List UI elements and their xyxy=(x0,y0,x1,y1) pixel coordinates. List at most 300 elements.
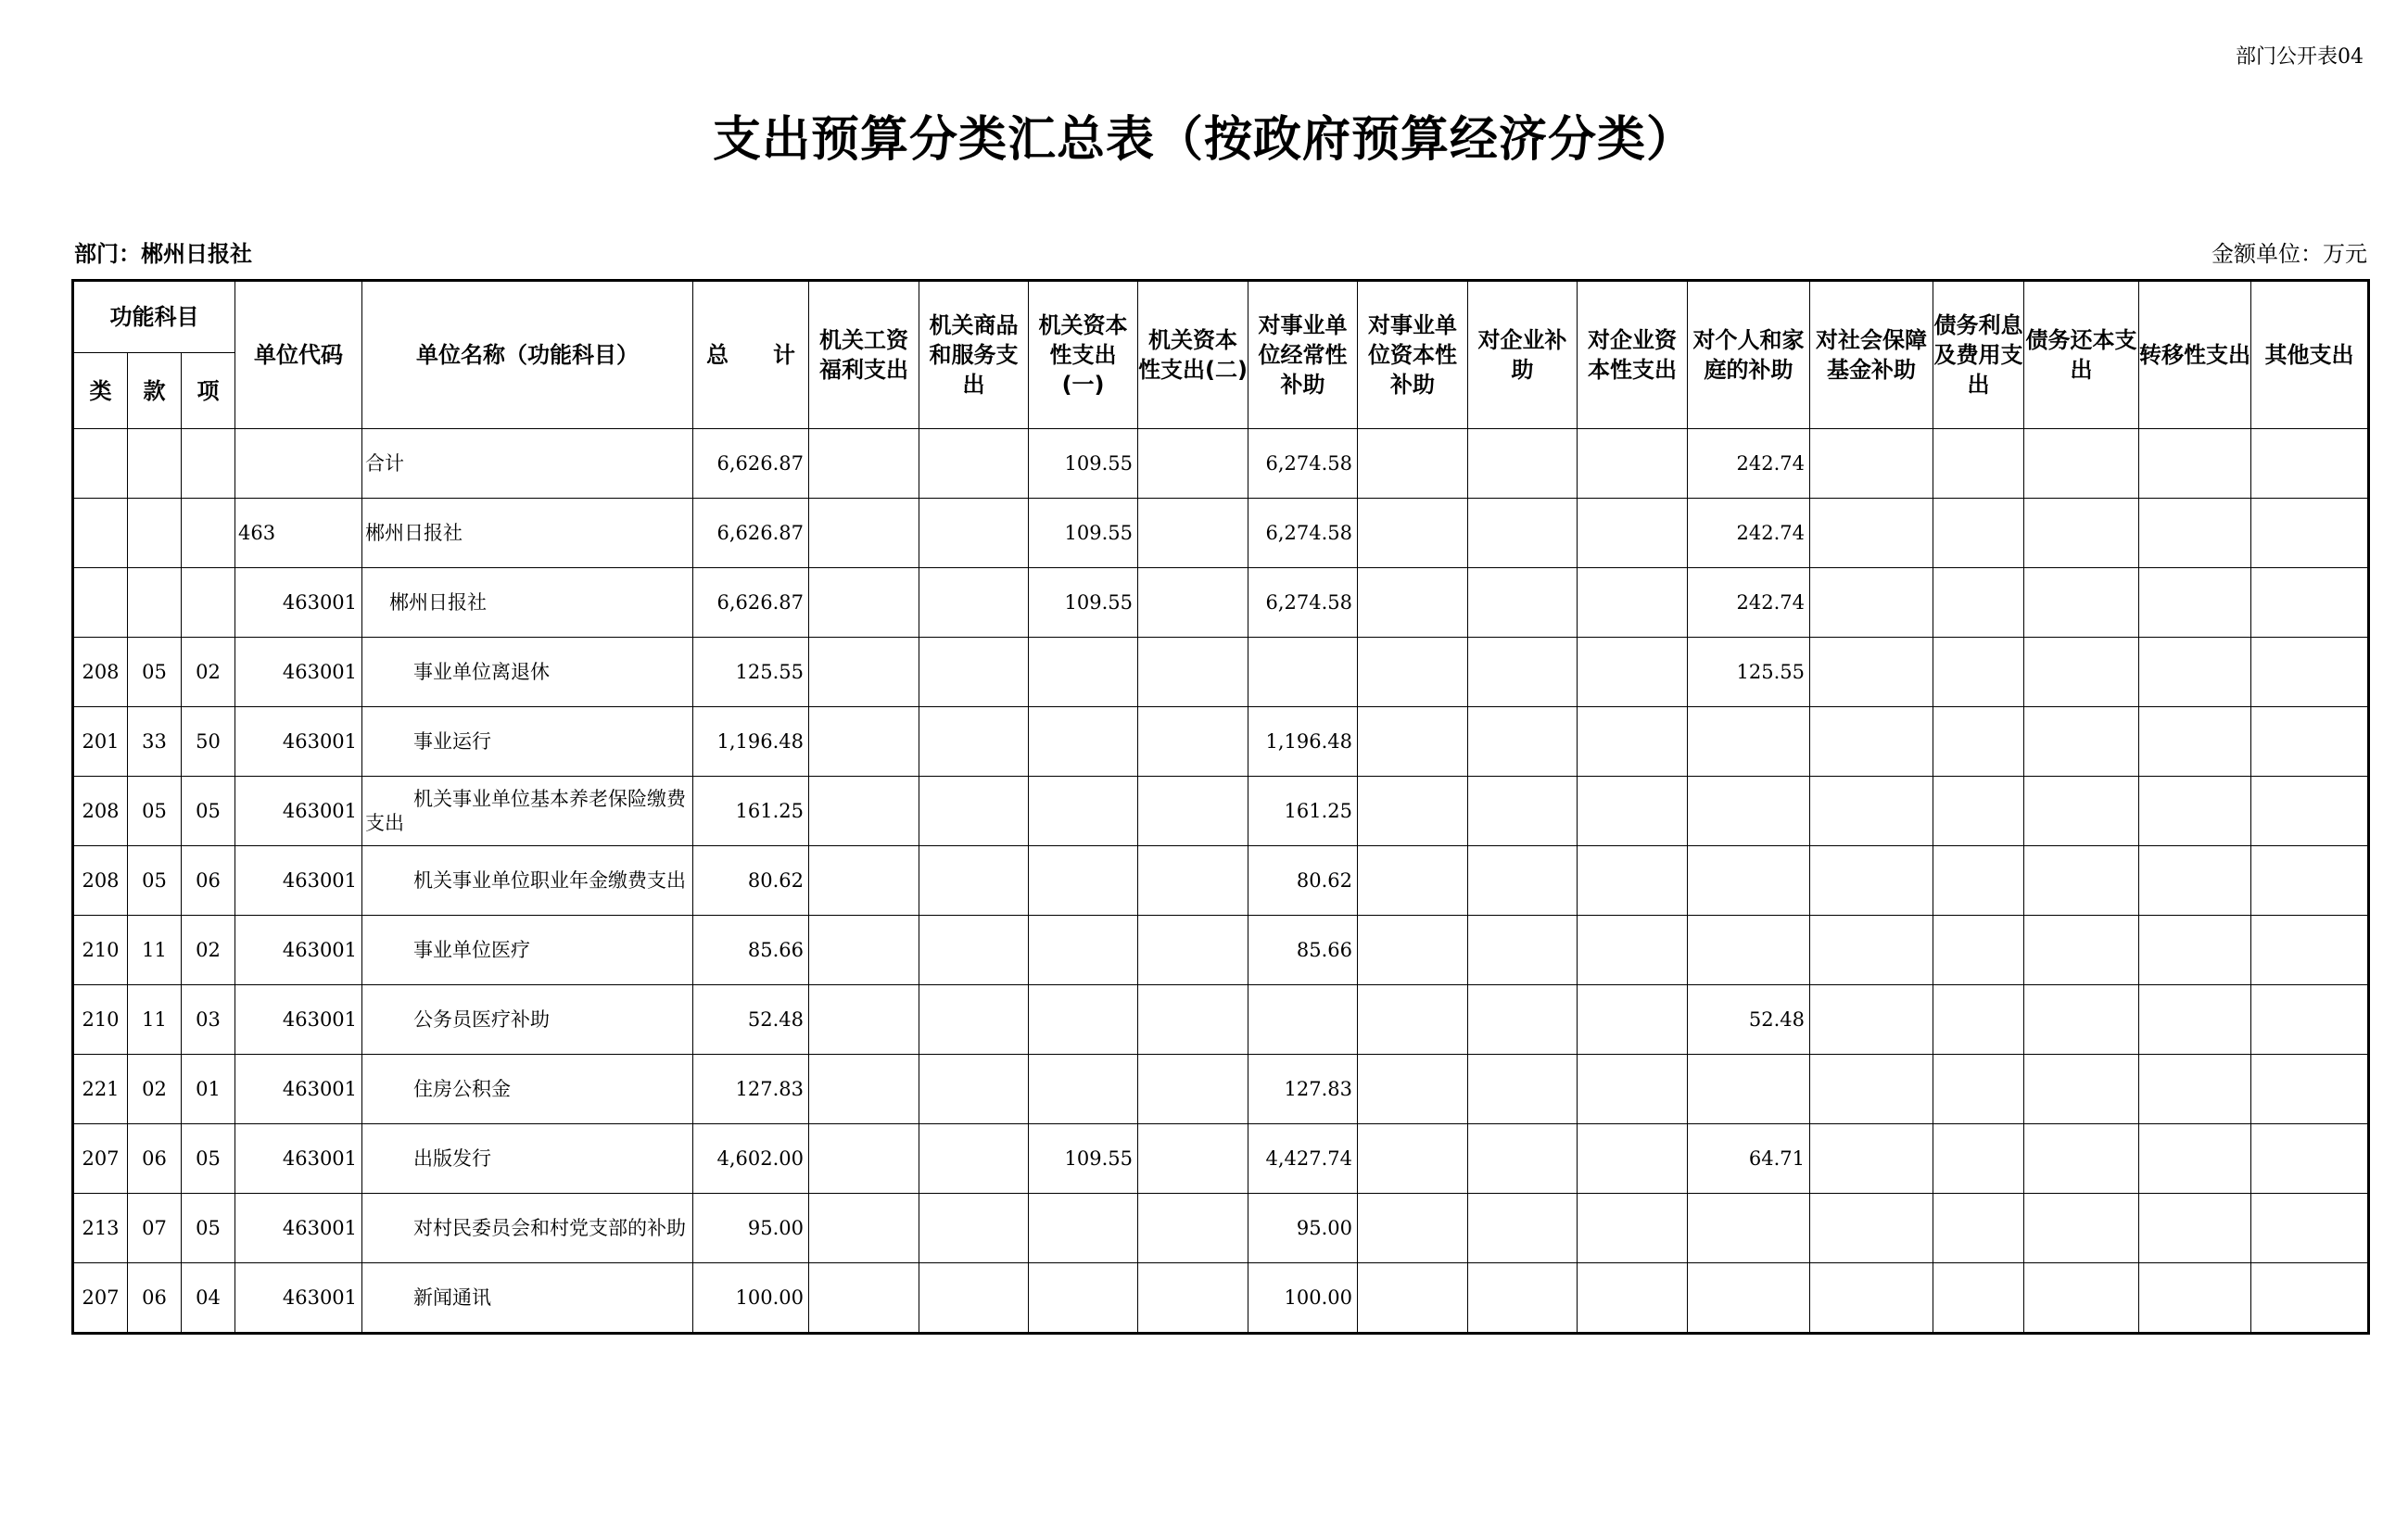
cell-c10 xyxy=(1810,916,1933,985)
cell-c9: 52.48 xyxy=(1688,985,1810,1055)
cell-c1 xyxy=(809,707,919,777)
cell-unit-name xyxy=(362,638,693,707)
cell-c9: 242.74 xyxy=(1688,429,1810,499)
header-c2: 机关商品和服务支出 xyxy=(919,281,1029,429)
cell-unit-code xyxy=(235,429,362,499)
cell-c11 xyxy=(1933,916,2024,985)
cell-c3 xyxy=(1029,985,1138,1055)
cell-c10 xyxy=(1810,429,1933,499)
cell-unit-code: 463001 xyxy=(235,707,362,777)
cell-c11 xyxy=(1933,985,2024,1055)
cell-c11 xyxy=(1933,1194,2024,1263)
cell-c2 xyxy=(919,707,1029,777)
cell-kuan: 33 xyxy=(128,707,182,777)
cell-kuan xyxy=(128,568,182,638)
cell-c3 xyxy=(1029,638,1138,707)
header-lei: 类 xyxy=(73,353,128,429)
cell-unit-code: 463001 xyxy=(235,1124,362,1194)
cell-c6 xyxy=(1358,1263,1468,1334)
cell-c4 xyxy=(1138,568,1248,638)
cell-xiang: 01 xyxy=(182,1055,235,1124)
cell-lei xyxy=(73,568,128,638)
unit-name-text: 事业单位离退休 xyxy=(413,661,551,683)
cell-kuan: 11 xyxy=(128,985,182,1055)
cell-c2 xyxy=(919,1263,1029,1334)
header-c14: 其他支出 xyxy=(2251,281,2369,429)
cell-c14 xyxy=(2251,568,2369,638)
cell-c13 xyxy=(2139,568,2251,638)
header-c10: 对社会保障基金补助 xyxy=(1810,281,1933,429)
cell-unit-code: 463001 xyxy=(235,985,362,1055)
cell-unit-code: 463001 xyxy=(235,846,362,916)
cell-unit-name xyxy=(362,1055,693,1124)
table-row xyxy=(73,707,2369,777)
cell-c6 xyxy=(1358,1055,1468,1124)
cell-unit-name xyxy=(362,707,693,777)
cell-c7 xyxy=(1468,916,1578,985)
cell-c14 xyxy=(2251,846,2369,916)
cell-c9: 242.74 xyxy=(1688,499,1810,568)
cell-c3 xyxy=(1029,777,1138,846)
cell-lei: 207 xyxy=(73,1263,128,1334)
header-c11: 债务利息及费用支出 xyxy=(1933,281,2024,429)
cell-c11 xyxy=(1933,568,2024,638)
unit-name-text: 公务员医疗补助 xyxy=(413,1008,551,1031)
cell-unit-code: 463001 xyxy=(235,638,362,707)
cell-c13 xyxy=(2139,1194,2251,1263)
cell-unit-name xyxy=(362,1194,693,1263)
cell-lei: 208 xyxy=(73,777,128,846)
cell-unit-code: 463 xyxy=(235,499,362,568)
cell-lei xyxy=(73,499,128,568)
cell-c4 xyxy=(1138,1055,1248,1124)
cell-c10 xyxy=(1810,1124,1933,1194)
cell-lei: 210 xyxy=(73,985,128,1055)
cell-c8 xyxy=(1578,499,1688,568)
cell-lei: 201 xyxy=(73,707,128,777)
cell-c11 xyxy=(1933,707,2024,777)
cell-c7 xyxy=(1468,568,1578,638)
table-row xyxy=(73,777,2369,846)
cell-c11 xyxy=(1933,846,2024,916)
header-c12: 债务还本支出 xyxy=(2024,281,2139,429)
table-row xyxy=(73,846,2369,916)
cell-unit-name xyxy=(362,985,693,1055)
cell-c10 xyxy=(1810,568,1933,638)
cell-c12 xyxy=(2024,638,2139,707)
cell-c13 xyxy=(2139,846,2251,916)
cell-c5: 4,427.74 xyxy=(1248,1124,1358,1194)
header-c5: 对事业单位经常性补助 xyxy=(1248,281,1358,429)
cell-c1 xyxy=(809,1055,919,1124)
cell-c12 xyxy=(2024,1194,2139,1263)
cell-c4 xyxy=(1138,429,1248,499)
cell-c14 xyxy=(2251,707,2369,777)
cell-c14 xyxy=(2251,1124,2369,1194)
cell-total: 100.00 xyxy=(693,1263,809,1334)
table-row xyxy=(73,985,2369,1055)
unit-name-text: 新闻通讯 xyxy=(413,1286,492,1309)
cell-c5: 80.62 xyxy=(1248,846,1358,916)
cell-c13 xyxy=(2139,638,2251,707)
cell-c5: 95.00 xyxy=(1248,1194,1358,1263)
cell-c2 xyxy=(919,429,1029,499)
cell-c10 xyxy=(1810,499,1933,568)
cell-c13 xyxy=(2139,1124,2251,1194)
cell-c1 xyxy=(809,846,919,916)
cell-c13 xyxy=(2139,429,2251,499)
cell-c5 xyxy=(1248,985,1358,1055)
cell-c6 xyxy=(1358,568,1468,638)
cell-unit-code: 463001 xyxy=(235,1263,362,1334)
cell-c11 xyxy=(1933,499,2024,568)
cell-c2 xyxy=(919,499,1029,568)
cell-c4 xyxy=(1138,846,1248,916)
unit-name-text: 机关事业单位职业年金缴费支出 xyxy=(413,869,687,892)
table-row xyxy=(73,429,2369,499)
cell-c7 xyxy=(1468,499,1578,568)
cell-c6 xyxy=(1358,499,1468,568)
cell-total: 1,196.48 xyxy=(693,707,809,777)
cell-c12 xyxy=(2024,1055,2139,1124)
unit-name-text: 出版发行 xyxy=(413,1147,492,1170)
cell-c10 xyxy=(1810,1194,1933,1263)
cell-total: 125.55 xyxy=(693,638,809,707)
cell-c2 xyxy=(919,638,1029,707)
cell-c8 xyxy=(1578,638,1688,707)
unit-name-text: 对村民委员会和村党支部的补助 xyxy=(413,1217,687,1239)
cell-total: 127.83 xyxy=(693,1055,809,1124)
cell-kuan: 06 xyxy=(128,1124,182,1194)
cell-c2 xyxy=(919,1124,1029,1194)
cell-xiang: 05 xyxy=(182,777,235,846)
cell-c7 xyxy=(1468,707,1578,777)
table-row xyxy=(73,916,2369,985)
cell-c5: 1,196.48 xyxy=(1248,707,1358,777)
cell-c4 xyxy=(1138,499,1248,568)
cell-c12 xyxy=(2024,429,2139,499)
table-row xyxy=(73,499,2369,568)
cell-c8 xyxy=(1578,707,1688,777)
cell-unit-name xyxy=(362,777,693,846)
cell-c14 xyxy=(2251,777,2369,846)
cell-total: 6,626.87 xyxy=(693,499,809,568)
cell-c9: 242.74 xyxy=(1688,568,1810,638)
header-xiang: 项 xyxy=(182,353,235,429)
cell-c10 xyxy=(1810,638,1933,707)
cell-c3 xyxy=(1029,1055,1138,1124)
cell-c1 xyxy=(809,568,919,638)
cell-c12 xyxy=(2024,916,2139,985)
cell-c4 xyxy=(1138,707,1248,777)
cell-c2 xyxy=(919,1055,1029,1124)
cell-c14 xyxy=(2251,1055,2369,1124)
header-c3: 机关资本性支出(一) xyxy=(1029,281,1138,429)
cell-c3 xyxy=(1029,846,1138,916)
cell-c4 xyxy=(1138,638,1248,707)
cell-xiang: 02 xyxy=(182,916,235,985)
cell-c12 xyxy=(2024,568,2139,638)
cell-c7 xyxy=(1468,1055,1578,1124)
cell-total: 161.25 xyxy=(693,777,809,846)
cell-total: 80.62 xyxy=(693,846,809,916)
cell-c5: 6,274.58 xyxy=(1248,499,1358,568)
cell-c4 xyxy=(1138,916,1248,985)
header-c13: 转移性支出 xyxy=(2139,281,2251,429)
cell-c8 xyxy=(1578,1124,1688,1194)
cell-unit-code: 463001 xyxy=(235,916,362,985)
cell-c11 xyxy=(1933,1055,2024,1124)
cell-c6 xyxy=(1358,1124,1468,1194)
header-c8: 对企业资本性支出 xyxy=(1578,281,1688,429)
cell-xiang xyxy=(182,499,235,568)
cell-c8 xyxy=(1578,846,1688,916)
cell-c13 xyxy=(2139,1263,2251,1334)
cell-c8 xyxy=(1578,429,1688,499)
cell-kuan: 05 xyxy=(128,638,182,707)
cell-c11 xyxy=(1933,1263,2024,1334)
cell-c1 xyxy=(809,1263,919,1334)
cell-total: 4,602.00 xyxy=(693,1124,809,1194)
cell-lei: 208 xyxy=(73,846,128,916)
cell-c14 xyxy=(2251,985,2369,1055)
cell-c9 xyxy=(1688,1055,1810,1124)
cell-c5: 161.25 xyxy=(1248,777,1358,846)
cell-total: 95.00 xyxy=(693,1194,809,1263)
cell-kuan: 05 xyxy=(128,846,182,916)
cell-c8 xyxy=(1578,777,1688,846)
cell-kuan: 07 xyxy=(128,1194,182,1263)
cell-c10 xyxy=(1810,985,1933,1055)
table-row xyxy=(73,1194,2369,1263)
cell-kuan: 11 xyxy=(128,916,182,985)
cell-xiang: 04 xyxy=(182,1263,235,1334)
header-c7: 对企业补助 xyxy=(1468,281,1578,429)
cell-c14 xyxy=(2251,499,2369,568)
cell-unit-name xyxy=(362,846,693,916)
header-c6: 对事业单位资本性补助 xyxy=(1358,281,1468,429)
cell-c2 xyxy=(919,568,1029,638)
header-c4: 机关资本性支出(二) xyxy=(1138,281,1248,429)
table-row xyxy=(73,1055,2369,1124)
cell-total: 85.66 xyxy=(693,916,809,985)
page-title: 支出预算分类汇总表（按政府预算经济分类） xyxy=(712,112,1695,168)
cell-kuan xyxy=(128,499,182,568)
cell-lei: 208 xyxy=(73,638,128,707)
cell-xiang xyxy=(182,429,235,499)
cell-c9 xyxy=(1688,707,1810,777)
cell-c11 xyxy=(1933,429,2024,499)
cell-c3: 109.55 xyxy=(1029,568,1138,638)
cell-c3 xyxy=(1029,707,1138,777)
cell-unit-name xyxy=(362,499,693,568)
header-unit-name: 单位名称（功能科目） xyxy=(362,281,693,429)
cell-c13 xyxy=(2139,985,2251,1055)
cell-xiang: 06 xyxy=(182,846,235,916)
cell-c5: 85.66 xyxy=(1248,916,1358,985)
cell-c3 xyxy=(1029,1194,1138,1263)
cell-c12 xyxy=(2024,499,2139,568)
cell-total: 6,626.87 xyxy=(693,429,809,499)
cell-unit-code: 463001 xyxy=(235,777,362,846)
cell-c12 xyxy=(2024,707,2139,777)
cell-lei: 213 xyxy=(73,1194,128,1263)
cell-kuan: 06 xyxy=(128,1263,182,1334)
cell-c6 xyxy=(1358,777,1468,846)
amount-unit-label: 金额单位：万元 xyxy=(2212,241,2367,267)
cell-c1 xyxy=(809,1124,919,1194)
cell-total: 6,626.87 xyxy=(693,568,809,638)
cell-c7 xyxy=(1468,846,1578,916)
unit-name-text: 住房公积金 xyxy=(413,1078,512,1100)
cell-c13 xyxy=(2139,1055,2251,1124)
cell-c9: 64.71 xyxy=(1688,1124,1810,1194)
cell-c5: 6,274.58 xyxy=(1248,429,1358,499)
cell-c8 xyxy=(1578,1055,1688,1124)
cell-xiang: 05 xyxy=(182,1194,235,1263)
cell-c7 xyxy=(1468,429,1578,499)
cell-c13 xyxy=(2139,707,2251,777)
cell-c7 xyxy=(1468,638,1578,707)
cell-c1 xyxy=(809,985,919,1055)
cell-c12 xyxy=(2024,1124,2139,1194)
cell-c14 xyxy=(2251,1263,2369,1334)
header-func-subject: 功能科目 xyxy=(73,281,235,353)
cell-c5: 100.00 xyxy=(1248,1263,1358,1334)
cell-c1 xyxy=(809,429,919,499)
cell-xiang: 02 xyxy=(182,638,235,707)
cell-lei xyxy=(73,429,128,499)
cell-c8 xyxy=(1578,1194,1688,1263)
cell-c4 xyxy=(1138,1194,1248,1263)
cell-c5: 127.83 xyxy=(1248,1055,1358,1124)
cell-c11 xyxy=(1933,777,2024,846)
cell-unit-code: 463001 xyxy=(235,1055,362,1124)
cell-c8 xyxy=(1578,1263,1688,1334)
cell-c8 xyxy=(1578,916,1688,985)
unit-name-text: 郴州日报社 xyxy=(389,591,488,614)
cell-c4 xyxy=(1138,1124,1248,1194)
table-row xyxy=(73,568,2369,638)
cell-kuan: 05 xyxy=(128,777,182,846)
cell-c9 xyxy=(1688,1263,1810,1334)
cell-c9 xyxy=(1688,916,1810,985)
cell-c9: 125.55 xyxy=(1688,638,1810,707)
cell-c8 xyxy=(1578,985,1688,1055)
cell-c11 xyxy=(1933,1124,2024,1194)
cell-c3: 109.55 xyxy=(1029,1124,1138,1194)
cell-c1 xyxy=(809,1194,919,1263)
expenditure-table xyxy=(71,279,2370,1335)
cell-c14 xyxy=(2251,429,2369,499)
cell-lei: 221 xyxy=(73,1055,128,1124)
cell-c12 xyxy=(2024,777,2139,846)
cell-c2 xyxy=(919,846,1029,916)
cell-c2 xyxy=(919,1194,1029,1263)
cell-c4 xyxy=(1138,777,1248,846)
cell-c7 xyxy=(1468,985,1578,1055)
header-unit-code: 单位代码 xyxy=(235,281,362,429)
cell-c4 xyxy=(1138,1263,1248,1334)
cell-c10 xyxy=(1810,1055,1933,1124)
table-row xyxy=(73,638,2369,707)
cell-c6 xyxy=(1358,1194,1468,1263)
cell-xiang: 50 xyxy=(182,707,235,777)
cell-c11 xyxy=(1933,638,2024,707)
cell-kuan xyxy=(128,429,182,499)
cell-c7 xyxy=(1468,777,1578,846)
cell-c10 xyxy=(1810,777,1933,846)
cell-xiang xyxy=(182,568,235,638)
department-label: 部门：郴州日报社 xyxy=(74,241,252,267)
cell-c3 xyxy=(1029,916,1138,985)
cell-unit-name xyxy=(362,916,693,985)
cell-unit-name xyxy=(362,429,693,499)
cell-c9 xyxy=(1688,1194,1810,1263)
table-row xyxy=(73,1124,2369,1194)
unit-name-text: 机关事业单位基本养老保险缴费支出 xyxy=(365,788,687,834)
header-total: 总 计 xyxy=(693,281,809,429)
cell-c3: 109.55 xyxy=(1029,429,1138,499)
cell-unit-code: 463001 xyxy=(235,568,362,638)
cell-unit-name xyxy=(362,1263,693,1334)
cell-c5: 6,274.58 xyxy=(1248,568,1358,638)
cell-c2 xyxy=(919,985,1029,1055)
table-row xyxy=(73,1263,2369,1334)
cell-c10 xyxy=(1810,707,1933,777)
cell-xiang: 03 xyxy=(182,985,235,1055)
cell-lei: 207 xyxy=(73,1124,128,1194)
cell-c1 xyxy=(809,777,919,846)
cell-c13 xyxy=(2139,499,2251,568)
cell-c2 xyxy=(919,777,1029,846)
cell-c7 xyxy=(1468,1124,1578,1194)
unit-name-text: 郴州日报社 xyxy=(365,522,463,544)
cell-c1 xyxy=(809,638,919,707)
cell-c7 xyxy=(1468,1194,1578,1263)
cell-c2 xyxy=(919,916,1029,985)
header-c9: 对个人和家庭的补助 xyxy=(1688,281,1810,429)
cell-unit-code: 463001 xyxy=(235,1194,362,1263)
cell-c8 xyxy=(1578,568,1688,638)
header-kuan: 款 xyxy=(128,353,182,429)
cell-unit-name xyxy=(362,1124,693,1194)
cell-c4 xyxy=(1138,985,1248,1055)
header-c1: 机关工资福利支出 xyxy=(809,281,919,429)
cell-c6 xyxy=(1358,846,1468,916)
cell-c5 xyxy=(1248,638,1358,707)
cell-c6 xyxy=(1358,985,1468,1055)
cell-total: 52.48 xyxy=(693,985,809,1055)
cell-c10 xyxy=(1810,1263,1933,1334)
cell-unit-name xyxy=(362,568,693,638)
cell-c14 xyxy=(2251,1194,2369,1263)
cell-c1 xyxy=(809,499,919,568)
cell-c3: 109.55 xyxy=(1029,499,1138,568)
cell-lei: 210 xyxy=(73,916,128,985)
form-number: 部门公开表04 xyxy=(2236,45,2364,69)
cell-c13 xyxy=(2139,777,2251,846)
cell-c1 xyxy=(809,916,919,985)
unit-name-text: 合计 xyxy=(365,452,405,475)
cell-c10 xyxy=(1810,846,1933,916)
unit-name-text: 事业单位医疗 xyxy=(413,939,531,961)
cell-c3 xyxy=(1029,1263,1138,1334)
cell-kuan: 02 xyxy=(128,1055,182,1124)
cell-c6 xyxy=(1358,916,1468,985)
cell-c12 xyxy=(2024,1263,2139,1334)
cell-c12 xyxy=(2024,846,2139,916)
